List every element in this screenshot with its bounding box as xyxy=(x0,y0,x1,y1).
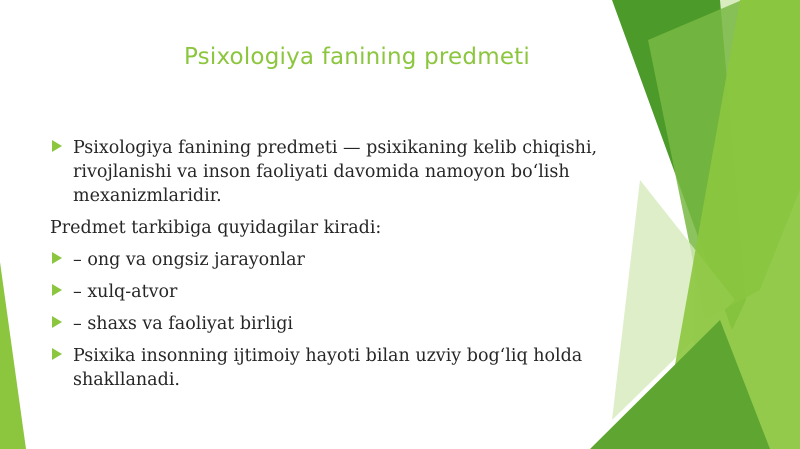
triangle-right-icon xyxy=(52,284,62,296)
slide-body xyxy=(50,136,610,400)
triangle-right-icon xyxy=(52,348,62,360)
left-edge-green-shape xyxy=(0,262,26,449)
bullet-text-4: – shaxs va faoliyat birligi xyxy=(73,314,294,334)
bullet-item-2 xyxy=(50,248,610,272)
triangle-right-icon xyxy=(52,140,62,152)
bullet-text-5: Psixika insonning ijtimoiy hayoti bilan uzviy bogʻliq holda shakllanadi. xyxy=(73,346,583,390)
triangle-right-icon xyxy=(52,316,62,328)
bullet-item-3 xyxy=(50,280,610,304)
bullet-item-1 xyxy=(50,136,610,208)
bullet-text-3: – xulq-atvor xyxy=(73,282,178,302)
bullet-item-5 xyxy=(50,344,610,392)
triangle-right-icon xyxy=(52,252,62,264)
bullet-text-2: – ong va ongsiz jarayonlar xyxy=(73,250,305,270)
slide-title: Psixologiya fanining predmeti xyxy=(184,44,530,70)
bullet-text-1: Psixologiya fanining predmeti — psixikaning kelib chiqishi, rivojlanishi va inson faoliyati davomida namoyon boʻlish mexanizmlaridir. xyxy=(73,138,598,206)
paragraph-text: Predmet tarkibiga quyidagilar kiradi: xyxy=(50,218,382,238)
plain-paragraph xyxy=(50,216,610,240)
bullet-item-4 xyxy=(50,312,610,336)
